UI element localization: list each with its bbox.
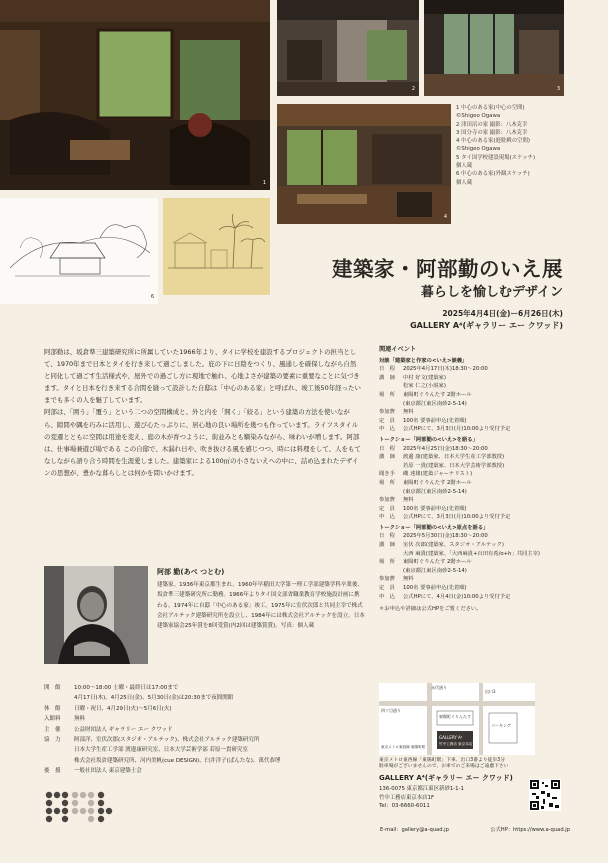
info-row: 主 催 公益財団法人 ギャラリー エー クワッド xyxy=(44,726,173,733)
info-row: 休 館 日曜・祝日、4月29日(火)〜5月6日(火) xyxy=(44,705,172,712)
info-row: 日本大学生産工学部 渡邊康研究室、日本大学芸術学部 若原一貴研究室 xyxy=(74,747,248,754)
event-row: 場 所 東陽町ぐりんたす 2階ホール xyxy=(379,479,472,486)
email-link[interactable]: E-mail：gallery@a-quad.jp xyxy=(380,827,449,833)
event-row: (東京都江東区南砂2-5-14) xyxy=(403,400,467,407)
event-row: 日 程 2025年4月25日(金)18:30〜20:00 xyxy=(379,445,488,452)
qr-code[interactable] xyxy=(529,779,561,811)
caption-line: 3 国分寺の家 撮影：八木克幸 xyxy=(456,129,528,136)
event-row: 場 所 東陽町ぐりんたす 2階ホール xyxy=(379,559,472,566)
gallery-logo xyxy=(44,790,118,830)
event-row: 日 程 2025年4月17日(木)18:30〜20:00 xyxy=(379,366,488,373)
info-row: 後 援 一般社団法人 東京建築士会 xyxy=(44,768,142,775)
map-label: 東京メトロ東西線 東陽町駅 xyxy=(381,745,426,749)
event-row: 申 込 公式HPにて、4月4日(金)10:00より受付予定 xyxy=(379,593,511,600)
info-row: 4月17日(木)、4月25日(金)、5月30日(金)は20:30まで夜間開館 xyxy=(74,695,234,702)
photo-number: 3 xyxy=(556,86,560,92)
caption-line: 個人蔵 xyxy=(456,179,473,186)
gallery-line: 136-0075 東京都江東区新砂1-1-1 xyxy=(379,786,464,793)
photo-center-house-workspace xyxy=(277,104,451,224)
event-row: 申 込 公式HPにて、3月3日(月)10:00より受付予定 xyxy=(379,426,511,433)
map-label: 竹中工務店 東京本店 xyxy=(439,742,473,746)
photo-house-exterior-sketch xyxy=(0,198,158,304)
event-row: 定 員 100名 要事前申込(先着順) xyxy=(379,505,467,512)
caption-line: 個人蔵 xyxy=(456,163,473,170)
photo-number: 2 xyxy=(411,86,415,92)
intro-text xyxy=(44,346,362,479)
access-line: 東京メトロ東西線「東陽町駅」下車、出口3番より徒歩3分 xyxy=(379,758,506,763)
event-row: 講 師 渡邊 康(建築家、日本大学生産工学部教授) xyxy=(379,454,505,461)
event-row: 日 程 2025年5月30日(金)18:30〜20:00 xyxy=(379,533,488,540)
website-link[interactable]: 公式HP：https://www.a-quad.jp xyxy=(490,827,570,833)
event-row: (東京都江東区南砂2-5-14) xyxy=(403,567,467,574)
event-row: 聞き手 磯 達雄(建築ジャーナリスト) xyxy=(379,471,473,478)
event-row: 参加費 無料 xyxy=(379,497,414,504)
intro-paragraph: 阿部は、「囲う」「覆う」という二つの空間構成と、外と内を「開く」「絞る」という建築の方法を使いながら、隙間や隅を巧みに活用し、遊び心たっぷりに、居心地の良い場所を幾つも作っています。ライフスタイルの変遷とともに空間は用途を変え、庭の木が育つように、街並みとも馴染みながら、味わいが増します。阿部は、仕事場兼遊び場である この自邸で、木漏れ日や、吹き抜ける風を感じつつ、時には料理をして、人をもてなしながら語り合う時間を生涯愛しました。建築家による100㎡の小さないえへの中に、詰め込まれたデザインの思想が、豊かな暮らしとは何かを問いかけます。 xyxy=(44,408,361,477)
photo-number: 1 xyxy=(262,180,266,186)
events-heading: 関連イベント xyxy=(379,346,417,353)
caption-line: 2 津田沼の家 撮影：八木克幸 xyxy=(456,121,528,128)
intro-paragraph: 阿部勤は、坂倉準三建築研究所に所属していた1966年より、タイに学校を建設するプロジェクトの担当として、1970年まで日本とタイを行き来して過ごしました。庇の下に日陰をつくり、風通しを確保しながら自然と同化して過ごす生活様式や、屋外での過ごし方に現地で触れ、心地よさが建築の要素に重要なことに気づきます。タイと日本を行き来する合間を縫って設計した自邸は「中心のある家」と呼ばれ、竣工後50年経ったいまでも多くの人を魅了しています。 xyxy=(44,348,361,405)
event-row: 講 師 室伏 次郎(建築家、スタジオ・アルテック) xyxy=(379,542,504,549)
exhibition-dates: 2025年4月4日(金)ー6月26日(木) xyxy=(442,309,563,318)
info-row: 開 館 10:00〜18:00 土曜・最終日は17:00まで xyxy=(44,685,179,691)
info-row: 協 力 阿部洋、室伏次郎(スタジオ・アルテック)、株式会社アルテック建築研究所 xyxy=(44,737,260,744)
gallery-line: 竹中工務店東京本店1F xyxy=(379,794,435,801)
caption-line: 1 中心のある家(中心の空間) xyxy=(456,105,525,111)
event-row: 松家 仁之(小説家) xyxy=(403,383,446,390)
gallery-name: GALLERY A⁴(ギャラリー エー クワッド) xyxy=(379,774,513,782)
map-label: 四ツ目通り xyxy=(381,708,401,713)
contact-links xyxy=(380,826,570,833)
caption-line: ©Shigeo Ogawa xyxy=(456,113,501,120)
portrait-photo xyxy=(44,566,148,664)
photo-school-sketch xyxy=(163,198,270,295)
info-row: 入館料 無料 xyxy=(44,716,86,723)
event-row: 申 込 公式HPにて、3月3日(月)10:00より受付予定 xyxy=(379,514,511,521)
caption-line: 5 タイ国学校建設現場(スケッチ) xyxy=(456,154,536,161)
event-title: トークショー「阿部勤の<いえ>原点を語る」 xyxy=(379,524,489,531)
caption-line: 6 中心のある家(外観スケッチ) xyxy=(456,171,530,178)
photo-kokubunji-house xyxy=(424,0,564,96)
photo-number: 4 xyxy=(443,214,447,220)
events-note: ＊お申込や詳細は公式HPをご覧ください。 xyxy=(379,606,482,613)
map-label: 出口3 xyxy=(485,689,496,694)
photo-tsudanuma-house xyxy=(277,0,419,96)
architect-bio: 建築家。1936年東京都生まれ。1960年早稲田大学第一理工学部建築学科卒業後、坂倉準三建築研究所に勤務。1966年よりタイ国文部省職業教育学校施設計画に携わる。1974年に自邸「中心のある家」竣工。1975年に室伏次郎と共同主宰で株式会社アルテック建築研究所を設立し、1984年には株式会社アルテックを設立。日本建築家協会25年賞を8回受賞(内2回は建築賞賞)。写真：個人蔵 xyxy=(157,582,365,630)
event-row: 参加費 無料 xyxy=(379,576,414,583)
info-row: 株式会社坂倉建築研究所、河内美帆(cue DESIGN)、臼井洋子(ぱんたな)、萬代恭博 xyxy=(74,757,281,764)
caption-line: ©Shigeo Ogawa xyxy=(456,146,501,153)
map-label: 永代通り xyxy=(431,685,447,690)
event-row: 大西 麻貴(建築家、「大西麻貴+百田有希/o+h」共同主宰) xyxy=(403,550,540,557)
event-row: 若原 一貴(建築家、日本大学芸術学部教授) xyxy=(403,462,505,469)
event-title: トークショー「阿部勤の<いえ>を語る」 xyxy=(379,436,478,443)
related-events xyxy=(379,346,569,614)
exhibition-subtitle: 暮らしを愉しむデザイン xyxy=(420,285,563,300)
event-row: 場 所 東陽町ぐりんたす 2階ホール xyxy=(379,391,472,398)
architect-name: 阿部 勤(あべ つとむ) xyxy=(157,568,225,576)
event-row: 参加費 無料 xyxy=(379,409,414,416)
exhibition-venue: GALLERY A⁴(ギャラリー エー クワッド) xyxy=(410,321,563,330)
photo-captions xyxy=(456,104,606,187)
access-line: 駐車場がございませんので、お車でのご来場はご遠慮下さい xyxy=(379,764,509,769)
map-label: パーキング xyxy=(491,723,511,728)
event-row: 定 員 100名 要事前申込(先着順) xyxy=(379,417,467,424)
event-row: (東京都江東区南砂2-5-14) xyxy=(403,488,467,495)
event-row: 定 員 100名 要事前申込(先着順) xyxy=(379,585,467,592)
map-label: GALLERY A⁴ xyxy=(439,735,463,740)
access-info xyxy=(379,758,569,770)
access-map xyxy=(379,683,535,755)
gallery-line: Tel：03-6660-6011 xyxy=(379,803,430,810)
exhibition-title: 建築家・阿部勤のいえ展 xyxy=(332,257,563,281)
event-title: 対談「建築家と作家の<いえ>談義」 xyxy=(379,357,468,364)
caption-line: 4 中心のある家(進駐殿の空間) xyxy=(456,138,531,145)
map-label: 東陽町ぐりんたす xyxy=(439,714,471,719)
event-row: 講 師 中村 好文(建築家) xyxy=(379,374,446,381)
exhibition-info xyxy=(44,683,374,777)
photo-number: 6 xyxy=(150,294,154,300)
photo-living-room xyxy=(0,0,270,190)
